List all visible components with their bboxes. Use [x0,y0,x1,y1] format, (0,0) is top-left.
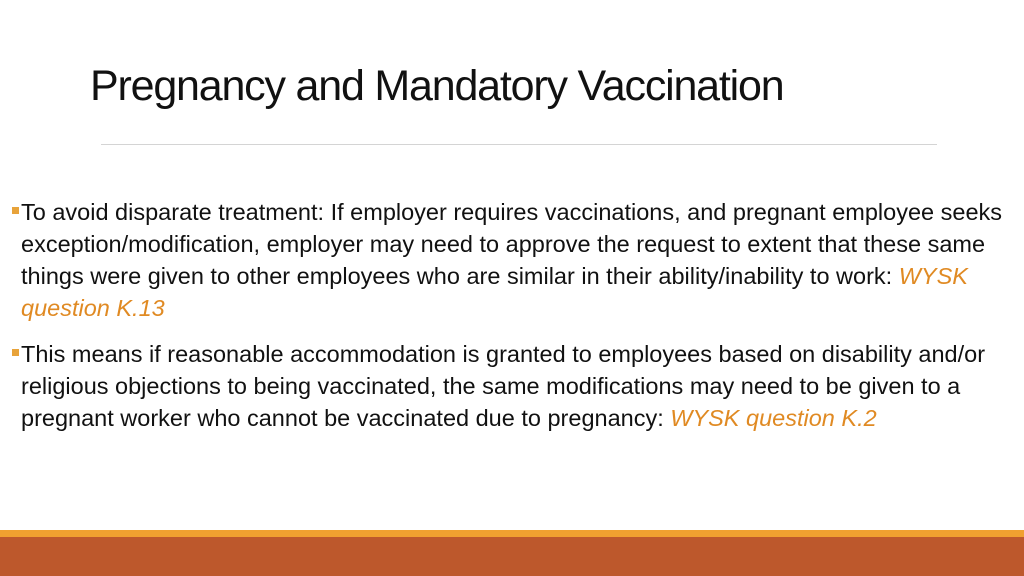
bullet-item [20,338,1010,434]
bullet-list [20,196,1010,448]
bullet-reference: WYSK question K.2 [670,405,877,431]
square-bullet-icon [12,349,19,356]
bullet-reference: WYSK question K.13 [21,263,968,321]
slide-title: Pregnancy and Mandatory Vaccination [90,62,784,110]
square-bullet-icon [12,207,19,214]
footer-bar [0,537,1024,576]
title-divider [101,144,937,145]
bullet-item [20,196,1010,324]
bullet-text: To avoid disparate treatment: If employer requires vaccinations, and pregnant employee seeks exception/modification, employer may need to approve the request to extent that these same things were given to other employees who are similar in their ability/inability to work: [21,199,1003,289]
bullet-text: This means if reasonable accommodation is granted to employees based on disability and/or religious objections to being vaccinated, the same modifications may need to be given to a pregnant worker who cannot be vaccinated due to pregnancy: [21,341,986,431]
footer-accent-bar [0,530,1024,537]
